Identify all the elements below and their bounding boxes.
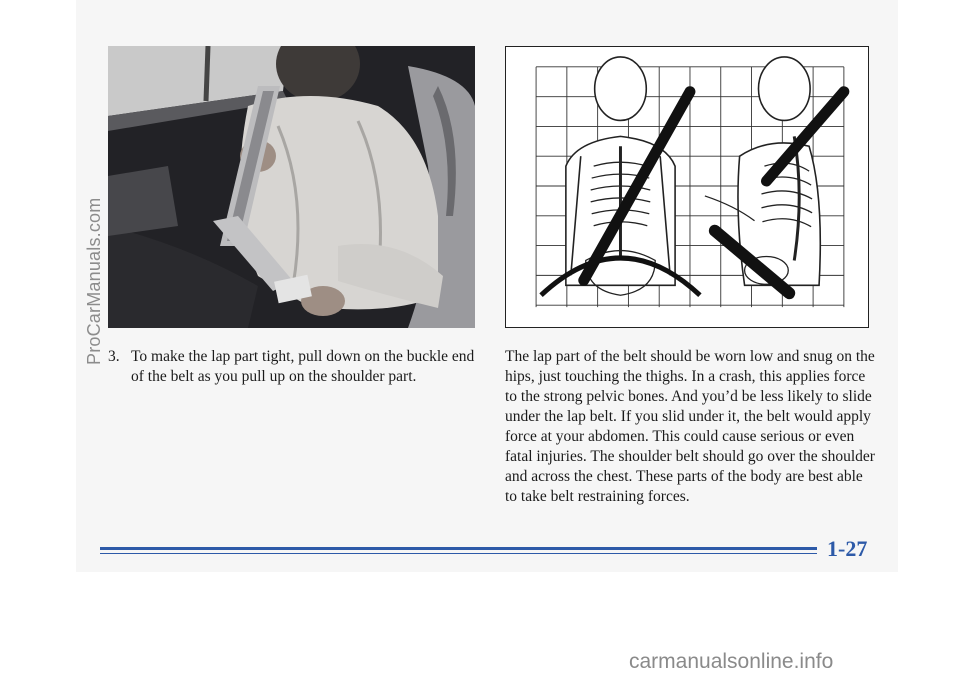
footer-watermark: carmanualsonline.info bbox=[629, 650, 834, 673]
step-number: 3. bbox=[108, 348, 120, 365]
footer-rule bbox=[100, 547, 817, 550]
page-number: 1-27 bbox=[827, 536, 868, 561]
side-watermark: ProCarManuals.com bbox=[84, 197, 104, 365]
seatbelt-photo bbox=[108, 46, 475, 328]
body-paragraph: The lap part of the belt should be worn low and snug on the hips, just touching the thighs. In a crash, this applies force to the strong pelvic bones. And you’d be less likely to slide under the lap belt. If you slid under it, the belt would apply force at your abdomen. This could cause serious or even fatal injuries. The shoulder belt should go over the shoulder and across the chest. These parts of the body are best able to take belt restraining forces. bbox=[505, 348, 875, 505]
step-item bbox=[108, 347, 480, 387]
seatbelt-skeleton-diagram bbox=[505, 46, 869, 328]
step-text: To make the lap part tight, pull down on the buckle end of the belt as you pull up on the shoulder part. bbox=[131, 348, 475, 385]
footer-rule-thin bbox=[100, 553, 817, 554]
